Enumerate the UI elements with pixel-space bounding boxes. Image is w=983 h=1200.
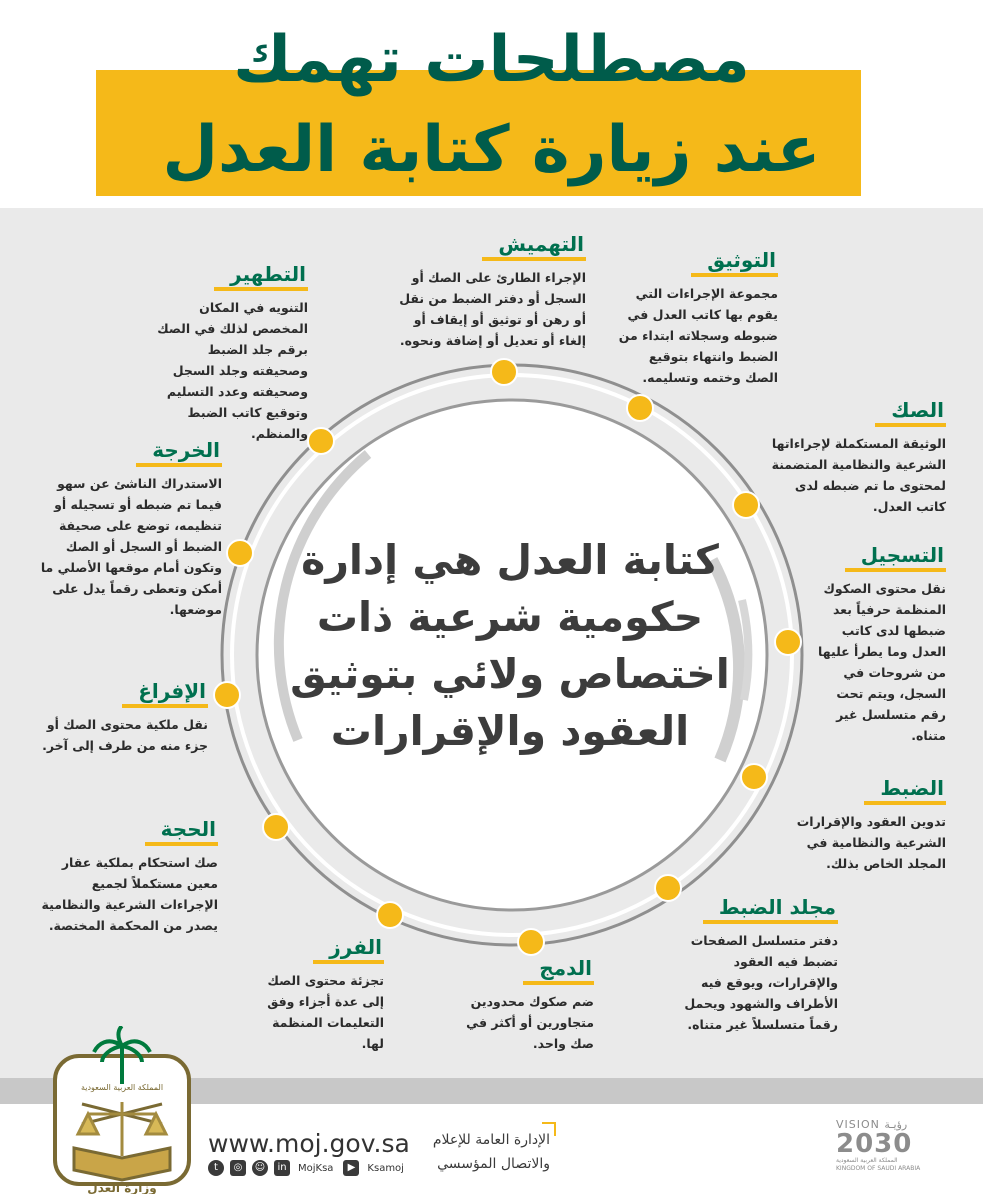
term-desc: الاستدراك الناشئ عن سهو فيما تم ضبطه أو تسجيله أو تنظيمه، توضع على صحيفة الضبط أو السجل أو الصك وتكون أمام موقعها الأصلي ما أمكن وتعطى رقماً يدل على موضعها. bbox=[40, 476, 222, 617]
term-title: التوثيق bbox=[691, 250, 778, 277]
vision-year: 2030 bbox=[836, 1129, 913, 1159]
term-desc: نقل محتوى الصكوك المنظمة حرفياً بعد ضبطها لدى كاتب العدل وما يطرأ عليها من شروحات في السجل، ويتم تحت رقم متسلسل غير متناه. bbox=[818, 581, 946, 743]
vision-word-ar: رؤيـة bbox=[884, 1118, 908, 1131]
snapchat-icon[interactable]: ☺ bbox=[252, 1160, 268, 1176]
term-title: التهميش bbox=[482, 234, 586, 261]
media-department bbox=[400, 1128, 550, 1176]
term-mujallad-aldabt bbox=[662, 897, 838, 1035]
page-title-line2: عند زيارة كتابة العدل bbox=[162, 113, 821, 187]
term-title: الضبط bbox=[864, 778, 946, 805]
term-altahmish bbox=[386, 234, 586, 351]
term-title: الخرجة bbox=[136, 440, 222, 467]
term-title: الإفراغ bbox=[122, 681, 208, 708]
social-links bbox=[208, 1159, 408, 1177]
linkedin-icon[interactable]: in bbox=[274, 1160, 290, 1176]
page-title-line1: مصطلحات تهمك bbox=[233, 23, 750, 97]
term-desc: التنويه في المكان المخصص لذلك في الصك برقم جلد الضبط وصحيفته وجلد السجل وصحيفته وعدد التسليم وتوقيع كاتب الضبط والمنظم. bbox=[157, 300, 308, 441]
dot-alsak bbox=[733, 492, 759, 518]
social-handle-mojksa[interactable]: MojKsa bbox=[298, 1162, 334, 1174]
term-title: مجلد الضبط bbox=[703, 897, 838, 924]
term-title: الصك bbox=[875, 400, 946, 427]
term-title: التطهير bbox=[214, 264, 308, 291]
center-line-4: العقود والإقرارات bbox=[330, 707, 690, 755]
term-alsak bbox=[766, 400, 946, 517]
term-title: الفرز bbox=[313, 937, 384, 964]
website-link[interactable]: www.moj.gov.sa bbox=[208, 1129, 410, 1158]
instagram-icon[interactable]: ◎ bbox=[230, 1160, 246, 1176]
twitter-icon[interactable]: t bbox=[208, 1160, 224, 1176]
term-desc: الوثيقة المستكملة لإجراءاتها الشرعية والنظامية المتضمنة لمحتوى ما تم ضبطه لدى كاتب العدل. bbox=[771, 436, 946, 514]
ministry-emblem bbox=[52, 1026, 192, 1194]
dot-altahmish bbox=[491, 359, 517, 385]
term-aldabt bbox=[772, 778, 946, 874]
term-altasjil bbox=[818, 545, 946, 746]
emblem-bottom-text: وزارة العدل bbox=[87, 1181, 157, 1194]
term-title: الحجة bbox=[145, 819, 218, 846]
vision-sub-en: KINGDOM OF SAUDI ARABIA bbox=[836, 1165, 921, 1172]
center-line-2: حكومية شرعية ذات bbox=[316, 593, 704, 641]
youtube-icon[interactable]: ▶ bbox=[343, 1160, 359, 1176]
center-definition bbox=[290, 532, 730, 760]
term-title: الدمج bbox=[523, 958, 594, 985]
term-desc: نقل ملكية محتوى الصك أو جزء منه من طرف إلى آخر. bbox=[42, 717, 208, 753]
dot-alfarz bbox=[377, 902, 403, 928]
social-handle-ksamoj[interactable]: Ksamoj bbox=[367, 1162, 404, 1174]
term-aldamj bbox=[462, 958, 594, 1054]
media-dept-line2: والاتصال المؤسسي bbox=[437, 1156, 550, 1172]
media-dept-line1: الإدارة العامة للإعلام bbox=[432, 1132, 550, 1148]
dot-alhujja bbox=[263, 814, 289, 840]
term-desc: الإجراء الطارئ على الصك أو السجل أو دفتر الضبط من نقل أو رهن أو توثيق أو إيقاف أو إلغاء أو تعديل أو إضافة ونحوه. bbox=[399, 270, 586, 348]
term-altathir bbox=[150, 264, 308, 444]
term-desc: تجزئة محتوى الصك إلى عدة أجزاء وفق التعليمات المنظمة لها. bbox=[267, 973, 384, 1051]
term-alfarz bbox=[250, 937, 384, 1054]
term-desc: مجموعة الإجراءات التي يقوم بها كاتب العدل في ضبوطه وسجلاته ابتداء من الضبط وانتهاء بتوقيع الصك وختمه وتسليمه. bbox=[618, 286, 778, 385]
term-alkharja bbox=[40, 440, 222, 620]
term-alifragh bbox=[40, 681, 208, 756]
term-altawthiq bbox=[616, 250, 778, 388]
dot-altathir bbox=[308, 428, 334, 454]
dot-altasjil bbox=[775, 629, 801, 655]
emblem-top-text: المملكة العربية السعودية bbox=[80, 1083, 164, 1092]
dot-aldabt bbox=[741, 764, 767, 790]
dot-aldamj bbox=[518, 929, 544, 955]
vision-word: VISION bbox=[836, 1118, 880, 1131]
vision-sub-ar: المملكة العربية السعودية bbox=[836, 1157, 898, 1164]
vision-2030-logo bbox=[836, 1118, 946, 1173]
term-title: التسجيل bbox=[845, 545, 946, 572]
dot-alkharja bbox=[227, 540, 253, 566]
center-line-3: اختصاص ولائي بتوثيق bbox=[290, 650, 730, 698]
term-desc: تدوين العقود والإقرارات الشرعية والنظامية في المجلد الخاص بذلك. bbox=[796, 814, 946, 871]
term-desc: ضم صكوك محدودين متجاورين أو أكثر في صك واحد. bbox=[466, 994, 594, 1051]
term-desc: صك استحكام بملكية عقار معين مستكملاً لجميع الإجراءات الشرعية والنظامية يصدر من المحكمة المختصة. bbox=[41, 855, 218, 933]
dot-altawthiq bbox=[627, 395, 653, 421]
center-line-1: كتابة العدل هي إدارة bbox=[301, 536, 719, 584]
term-desc: دفتر متسلسل الصفحات تضبط فيه العقود والإقرارات، ويوقع فيه الأطراف والشهود ويحمل رقماً متسلسلاً غير متناه. bbox=[684, 933, 838, 1032]
dot-alifragh bbox=[214, 682, 240, 708]
term-alhujja bbox=[40, 819, 218, 936]
